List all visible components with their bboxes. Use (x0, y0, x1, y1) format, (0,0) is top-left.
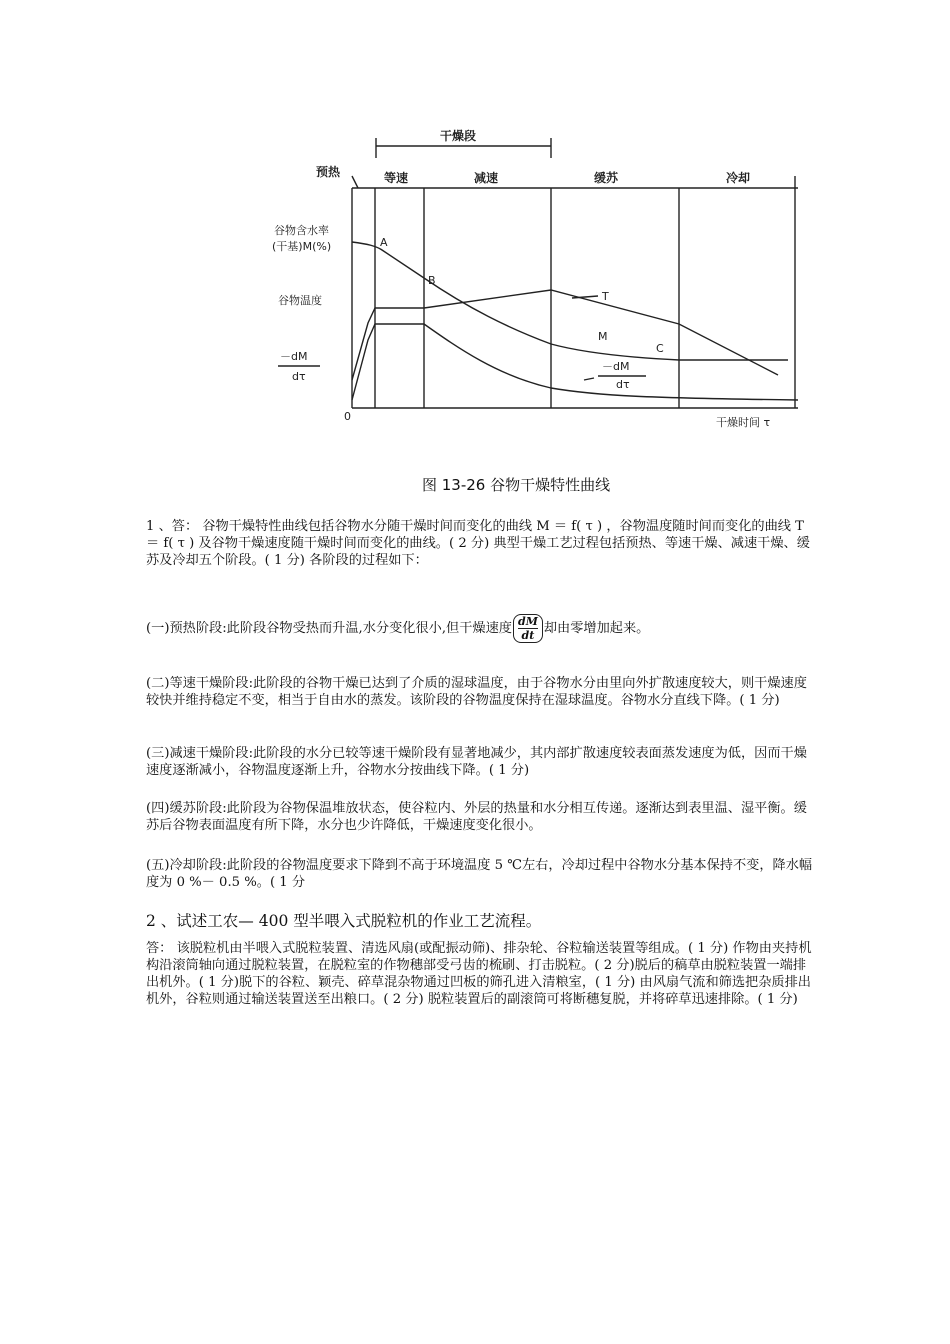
drying-rate-curve (352, 324, 798, 400)
answer1-intro: 1 、答： 谷物干燥特性曲线包括谷物水分随干燥时间而变化的曲线 M ＝ f( τ ) ，谷物温度随时间而变化的曲线 T ＝ f( τ ) 及谷物干燥速度随干燥时间而变化的曲线。( 2 分) 典型干燥工艺过程包括预热、等速干燥、减速干燥、缓苏及冷却五个阶段。( 1 分) 各阶段的过程如下： (146, 519, 810, 568)
stage1-paragraph (146, 614, 818, 643)
point-label-C: C (656, 342, 664, 355)
stage-label-tempering: 缓苏 (594, 171, 619, 185)
curve-label-T: T (602, 290, 609, 303)
drying-section-label: 干燥段 (440, 129, 477, 143)
stage5-paragraph: (五)冷却阶段:此阶段的谷物温度要求下降到不高于环境温度 5 ℃左右，冷却过程中谷物水分基本保持不变，降水幅度为 0 %－ 0.5 %。( 1 分 (146, 858, 813, 890)
stage2-paragraph: (二)等速干燥阶段:此阶段的谷物干燥已达到了介质的湿球温度，由于谷物水分由里向外扩散速度较大，则干燥速度较快并维持稳定不变，相当于自由水的蒸发。该阶段的谷物温度保持在湿球温度。谷物水分直线下降。( 1 分) (146, 676, 807, 708)
y-label-rate-num: －dM (280, 350, 308, 363)
x-axis-label: 干燥时间 τ (716, 416, 771, 429)
figure-caption: 图 13-26 谷物干燥特性曲线 (422, 476, 611, 494)
curve-label-rate-num: －dM (602, 360, 630, 373)
curve-label-M: M (598, 330, 608, 343)
stage-label-cooling: 冷却 (726, 171, 751, 185)
point-label-B: B (428, 274, 436, 287)
drying-rate-fraction (513, 614, 543, 643)
temperature-curve-T (352, 290, 778, 380)
y-label-temperature: 谷物温度 (278, 294, 322, 307)
preheat-pointer (352, 176, 358, 188)
fraction-denominator: dt (521, 629, 535, 642)
y-label-moisture-line1: 谷物含水率 (274, 224, 329, 237)
stage-label-preheat: 预热 (316, 165, 341, 179)
stage3-paragraph: (三)减速干燥阶段:此阶段的水分已较等速干燥阶段有显著地减少，其内部扩散速度较表面蒸发速度为低，因而干燥速度逐渐减小，谷物温度逐渐上升，谷物水分按曲线下降。( 1 分) (146, 746, 807, 778)
curve-label-rate-den: dτ (616, 378, 630, 391)
origin-label: 0 (344, 410, 351, 423)
moisture-curve-M (352, 242, 788, 360)
drying-characteristic-figure (268, 118, 808, 510)
curve-label-rate-leader (584, 378, 594, 380)
stage4-paragraph: (四)缓苏阶段:此阶段为谷物保温堆放状态，使谷粒内、外层的热量和水分相互传递。逐渐达到表里温、湿平衡。缓苏后谷物表面温度有所下降，水分也少许降低，干燥速度变化很小。 (146, 801, 807, 833)
question2-answer: 答： 该脱粒机由半喂入式脱粒装置、清选风扇(或配振动筛)、排杂轮、谷粒输送装置等组成。( 1 分) 作物由夹持机构沿滚筒轴向通过脱粒装置，在脱粒室的作物穗部受弓齿的梳刷、打击脱粒。( 2 分)脱后的稿草由脱粒装置一端排出机外。( 1 分)脱下的谷粒、颖壳、碎草混杂物通过凹板的筛孔进入清粮室，( 1 分) 由风扇气流和筛选把杂质排出机外，谷粒则通过输送装置送至出粮口。( 2 分) 脱粒装置后的副滚筒可将断穗复脱，并将碎草迅速排除。( 1 分) (146, 941, 812, 1007)
stage-label-falling: 减速 (474, 171, 499, 185)
point-label-A: A (380, 236, 388, 249)
y-label-rate-den: dτ (292, 370, 306, 383)
question2-title: 2 、试述工农— 400 型半喂入式脱粒机的作业工艺流程。 (146, 912, 542, 930)
drying-curve-diagram (268, 118, 808, 510)
fraction-numerator: dM (518, 615, 538, 628)
stage1-text-before: (一)预热阶段:此阶段谷物受热而升温,水分变化很小,但干燥速度 (146, 621, 512, 636)
stage-label-constant: 等速 (384, 171, 409, 185)
stage1-text-after: 却由零增加起来。 (543, 621, 650, 636)
y-label-moisture-line2: (干基)M(%) (272, 240, 332, 253)
